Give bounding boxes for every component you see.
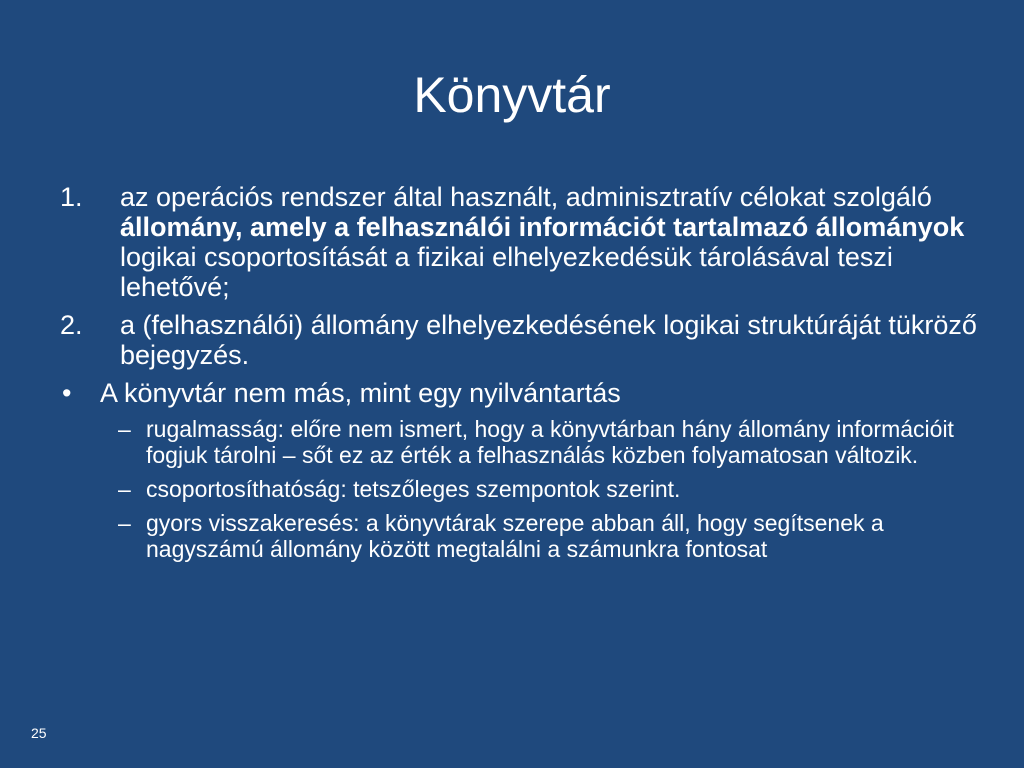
page-number: 25	[31, 725, 47, 741]
item-text-end: logikai csoportosítását a fizikai elhelyezkedésük tárolásával teszi lehetővé;	[120, 242, 893, 302]
bullet-icon: •	[62, 378, 72, 408]
slide-content	[60, 182, 980, 570]
numbered-item-2	[60, 310, 980, 370]
sub-item-text: csoportosíthatóság: tetszőleges szempontok szerint.	[146, 476, 681, 502]
sub-item-groupability	[118, 476, 980, 502]
item-text-bold: állomány, amely a felhasználói információt tartalmazó állományok	[120, 212, 965, 242]
bullet-item	[60, 378, 980, 408]
item-number: 1.	[60, 182, 83, 212]
numbered-item-1	[60, 182, 980, 302]
dash-icon: –	[118, 510, 131, 536]
sub-item-text: gyors visszakeresés: a könyvtárak szerepe abban áll, hogy segítsenek a nagyszámú állomány között megtalálni a számunkra fontosat	[146, 510, 884, 562]
item-text: a (felhasználói) állomány elhelyezkedésének logikai struktúráját tükröző bejegyzés.	[120, 310, 977, 370]
slide-title: Könyvtár	[413, 67, 611, 123]
item-number: 2.	[60, 310, 83, 340]
sub-item-flexibility	[118, 416, 980, 468]
sub-item-text: rugalmasság: előre nem ismert, hogy a könyvtárban hány állomány információit fogjuk tárolni – sőt ez az érték a felhasználás közben folyamatosan változik.	[146, 416, 954, 468]
sub-item-fast-retrieval	[118, 510, 980, 562]
dash-icon: –	[118, 416, 131, 442]
bullet-text: A könyvtár nem más, mint egy nyilvántartás	[100, 378, 621, 408]
item-text-start: az operációs rendszer által használt, adminisztratív célokat szolgáló	[120, 182, 932, 212]
dash-icon: –	[118, 476, 131, 502]
